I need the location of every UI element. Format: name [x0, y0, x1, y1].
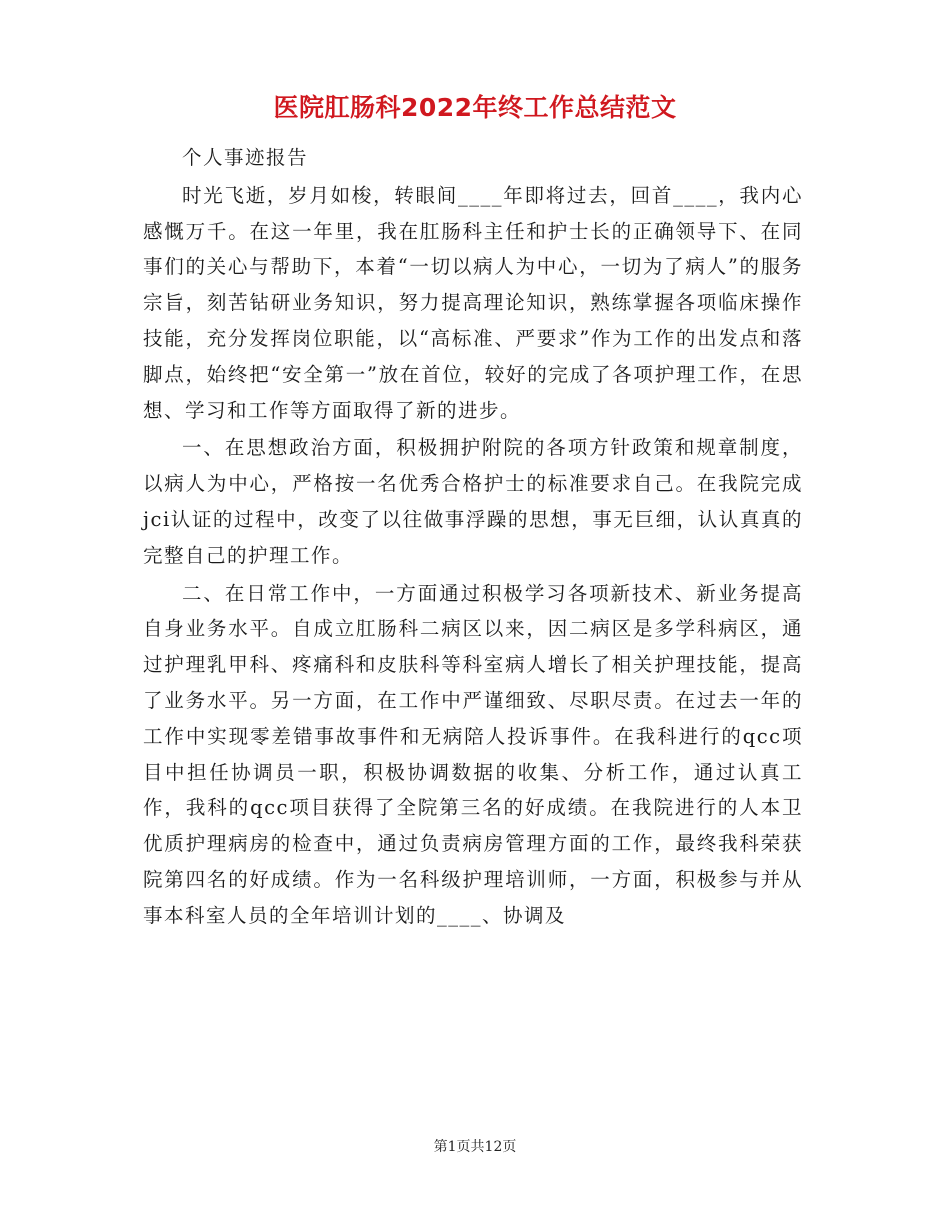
- paragraph-daily-work: 二、在日常工作中，一方面通过积极学习各项新技术、新业务提高自身业务水平。自成立肛肠科二病区以来，因二病区是多学科病区，通过护理乳甲科、疼痛科和皮肤科等科室病人增长了相关护理技能，提高了业务水平。另一方面，在工作中严谨细致、尽职尽责。在过去一年的工作中实现零差错事故事件和无病陪人投诉事件。在我科进行的qcc项目中担任协调员一职，积极协调数据的收集、分析工作，通过认真工作，我科的qcc项目获得了全院第三名的好成绩。在我院进行的人本卫优质护理病房的检查中，通过负责病房管理方面的工作，最终我科荣获院第四名的好成绩。作为一名科级护理培训师，一方面，积极参与并从事本科室人员的全年培训计划的____、协调及: [143, 581, 803, 927]
- page-number: 第1页共12页: [433, 1139, 517, 1155]
- document-title: 医院肛肠科2022年终工作总结范文: [273, 93, 677, 122]
- document-body: [143, 140, 803, 936]
- subtitle: 个人事迹报告: [182, 146, 309, 169]
- paragraph-political: 一、在思想政治方面，积极拥护附院的各项方针政策和规章制度，以病人为中心，严格按一名优秀合格护士的标准要求自己。在我院完成jci认证的过程中，改变了以往做事浮躁的思想，事无巨细，认认真真的完整自己的护理工作。: [143, 436, 803, 567]
- paragraph-intro: 时光飞逝，岁月如梭，转眼间____年即将过去，回首____，我内心感慨万千。在这一年里，我在肛肠科主任和护士长的正确领导下、在同事们的关心与帮助下，本着“一切以病人为中心，一切为了病人”的服务宗旨，刻苦钻研业务知识，努力提高理论知识，熟练掌握各项临床操作技能，充分发挥岗位职能，以“高标准、严要求”作为工作的出发点和落脚点，始终把“安全第一”放在首位，较好的完成了各项护理工作，在思想、学习和工作等方面取得了新的进步。: [143, 183, 803, 422]
